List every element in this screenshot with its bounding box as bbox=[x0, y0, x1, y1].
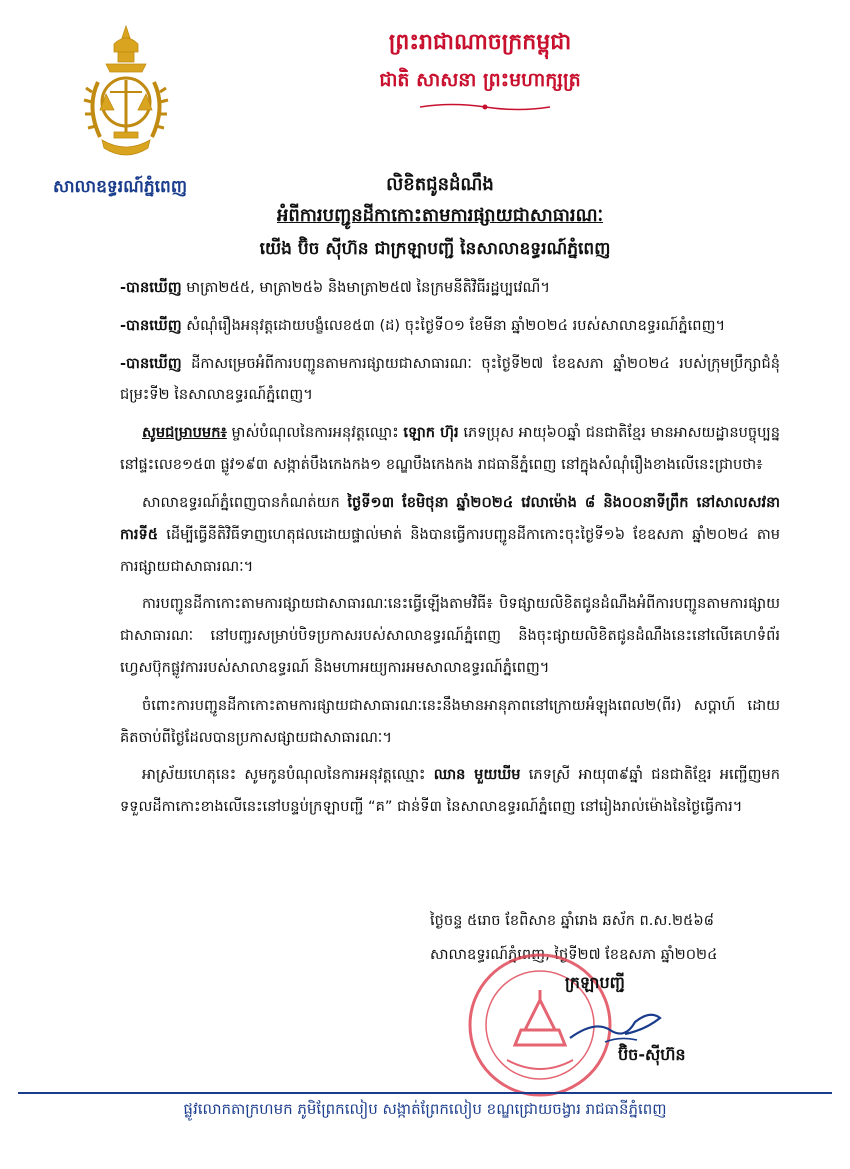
document-title: លិខិតជូនដំណឹង bbox=[386, 174, 494, 195]
basis-line bbox=[120, 348, 780, 412]
footer-divider bbox=[18, 1092, 832, 1094]
request-text: អាស្រ័យហេតុនេះ សូមកូនបំណុលនៃការអនុវត្តឈ្មោះ bbox=[142, 766, 434, 784]
basis-line bbox=[120, 310, 780, 342]
notice-paragraph bbox=[120, 417, 780, 481]
notice-text-rest: ភេទប្រុស អាយុ៦០ឆ្នាំ ជនជាតិខ្មែរ មានអាសយដ្ឋានបច្ចុប្បន្ននៅផ្ទះលេខ១៥៣ ផ្លូវ១៩៣ សង្កាត់បឹងកេងកង១ ខណ្ឌបឹងកេងកង រាជធានីភ្នំពេញ នៅក្នុងសំណុំរឿងខាងលើនេះជ្រាបថា៖ bbox=[120, 424, 780, 474]
signature-icon bbox=[565, 1000, 675, 1050]
creditor-name: ឡោក ហ៊ុរ bbox=[403, 424, 459, 442]
national-motto: ជាតិ សាសនា ព្រះមហាក្សត្រ bbox=[379, 69, 581, 91]
footer-address: ផ្លូវលោកតាក្រហមក ភូមិព្រែកលៀប សង្កាត់ព្រែកលៀប ខណ្ឌជ្រោយចង្វារ រាជធានីភ្នំពេញ bbox=[183, 1100, 667, 1118]
effect-paragraph: ចំពោះការបញ្ជូនដីកាកោះតាមការផ្សាយជាសាធារណៈនេះនឹងមានអានុភាពនៅក្រោយអំឡុងពេល២(ពីរ) សប្តាហ៍ ដោយគិតចាប់ពីថ្ងៃដែលបានប្រកាសផ្សាយជាសាធារណៈ។ bbox=[120, 696, 780, 746]
place-date: សាលាឧទ្ធរណ៍ភ្នំពេញ, ថ្ងៃទី២៧ ខែឧសភា ឆ្នាំ២០២៤ bbox=[430, 945, 718, 963]
court-name: សាលាឧទ្ធរណ៍ភ្នំពេញ bbox=[52, 177, 188, 197]
basis-lead: -បានឃើញ bbox=[120, 279, 182, 296]
hearing-text: សាលាឧទ្ធរណ៍ភ្នំពេញបានកំណត់យក bbox=[142, 493, 348, 511]
signer-name: ប៊ិច-ស៊ីហ៊ន bbox=[618, 1045, 686, 1064]
basis-lead: -បានឃើញ bbox=[120, 354, 182, 372]
request-text-rest: ភេទស្រី អាយុ៣៩ឆ្នាំ ជនជាតិខ្មែរ អញ្ជើញមកទទួលដីកាកោះខាងលើនេះនៅបន្ទប់ក្រឡាបញ្ជី “គ” ជាន់ទី៣ នៃសាលាឧទ្ធរណ៍ភ្នំពេញ នៅរៀងរាល់ម៉ោងនៃថ្ងៃធ្វើការ។ bbox=[120, 766, 780, 816]
basis-lead: -បានឃើញ bbox=[120, 316, 182, 334]
basis-line bbox=[120, 272, 780, 304]
debtor-name: ឈាន មួយឃីម bbox=[433, 766, 521, 784]
notice-lead: សូមជម្រាបមក៖ bbox=[142, 424, 227, 442]
method-paragraph: ការបញ្ជូនដីកាកោះតាមការផ្សាយជាសាធារណៈនេះធ្វើឡើងតាមវិធី៖ បិទផ្សាយលិខិតជូនដំណឹងអំពីការបញ្ជូនតាមការផ្សាយជាសាធារណៈ នៅបញ្ជរសម្រាប់បិទប្រកាសរបស់សាលាឧទ្ធរណ៍ភ្នំពេញ និងចុះផ្សាយលិខិតជូនដំណឹងនេះនៅលើគេហទំព័រហ្វេសប៊ុកផ្លូវការរបស់សាលាឧទ្ធរណ៍ និងមហាអយ្យការអមសាលាឧទ្ធរណ៍ភ្នំពេញ។ bbox=[120, 595, 780, 676]
letter-body bbox=[120, 272, 780, 829]
ornament-divider-icon bbox=[420, 102, 550, 112]
basis-text: សំណុំរឿងអនុវត្តដោយបង្ខំលេខ៥៣ (ដ) ចុះថ្ងៃទី០១ ខែមីនា ឆ្នាំ២០២៤ របស់សាលាឧទ្ធរណ៍ភ្នំពេញ។ bbox=[181, 316, 726, 334]
lunar-date: ថ្ងៃចន្ទ ៥រោច ខែពិសាខ ឆ្នាំរោង ឆស័ក ព.ស.២៥៦៨ bbox=[430, 912, 715, 929]
hearing-text-rest: ដើម្បីធ្វើនីតិវិធីទាញហេតុផលដោយផ្ទាល់មាត់ និងបានធ្វើការបញ្ជូនដីកាកោះចុះថ្ងៃទី១៦ ខែឧសភា ឆ្នាំ២០២៤ តាមការផ្សាយជាសាធារណៈ។ bbox=[120, 525, 780, 575]
request-paragraph bbox=[120, 759, 780, 823]
kingdom-heading: ព្រះរាជាណាចក្រកម្ពុជា bbox=[388, 29, 572, 55]
document-subtitle: អំពីការបញ្ជូនដីកាកោះតាមការផ្សាយជាសាធារណៈ bbox=[276, 205, 604, 226]
royal-emblem-icon bbox=[78, 22, 174, 172]
basis-text: ដីកាសម្រេចអំពីការបញ្ជូនតាមការផ្សាយជាសាធារណៈ ចុះថ្ងៃទី២៧ ខែឧសភា ឆ្នាំ២០២៤ របស់ក្រុមប្រឹក្សាជំនុំជម្រះទី២ នៃសាលាឧទ្ធរណ៍ភ្នំពេញ។ bbox=[120, 354, 780, 404]
hearing-datetime: ថ្ងៃទី១៣ ខែមិថុនា ឆ្នាំ២០២៤ វេលាម៉ោង ៨ និង០០នាទីព្រឹក នៅសាលសវនាការទី៥ bbox=[120, 493, 781, 543]
basis-text: មាត្រា២៥៥, មាត្រា២៥៦ និងមាត្រា២៥៧ នៃក្រមនីតិវិធីរដ្ឋប្បវេណី។ bbox=[181, 279, 550, 296]
issuer-line: យើង ប៊ិច ស៊ីហ៊ន ជាក្រឡាបញ្ជី នៃសាលាឧទ្ធរណ៍ភ្នំពេញ bbox=[259, 239, 611, 259]
hearing-paragraph bbox=[120, 487, 780, 582]
signature-role: ក្រឡាបញ្ជី bbox=[565, 973, 625, 992]
notice-text: ម្ចាស់បំណុលនៃការអនុវត្តឈ្មោះ bbox=[226, 424, 404, 442]
